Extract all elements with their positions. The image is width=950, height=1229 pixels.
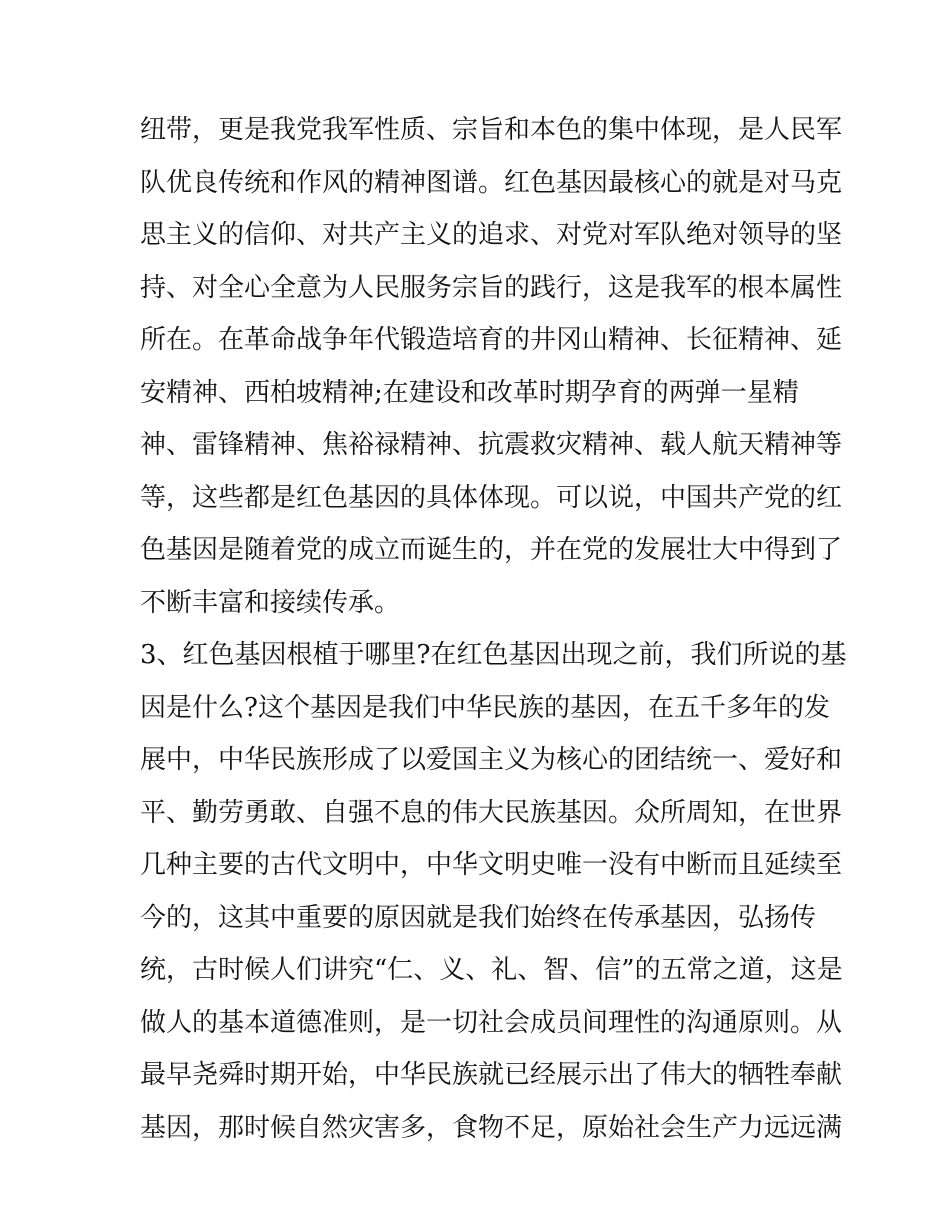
text-line: 几种主要的古代文明中，中华文明史唯一没有中断而且延续至 [140, 850, 843, 880]
text-line: 思主义的信仰、对共产主义的追求、对党对军队绝对领导的坚 [140, 220, 843, 250]
text-line: 做人的基本道德准则，是一切社会成员间理性的沟通原则。从 [140, 1007, 843, 1038]
text-line: 因是什么?这个基因是我们中华民族的基因，在五千多年的发 [140, 692, 830, 723]
text-line: 平、勤劳勇敢、自强不息的伟大民族基因。众所周知，在世界 [140, 797, 843, 828]
text-line: 展中，中华民族形成了以爱国主义为核心的团结统一、爱好和 [140, 745, 843, 775]
text-line: 神、雷锋精神、焦裕禄精神、抗震救灾精神、载人航天精神等 [140, 430, 843, 460]
text-line: 最早尧舜时期开始，中华民族就已经展示出了伟大的牺牲奉献 [140, 1060, 843, 1090]
text-line: 色基因是随着党的成立而诞生的，并在党的发展壮大中得到了 [140, 535, 843, 565]
body-text [140, 104, 847, 1154]
text-line: 基因，那时候自然灾害多，食物不足，原始社会生产力远远满 [140, 1112, 843, 1143]
text-line: 3、红色基因根植于哪里?在红色基因出现之前，我们所说的基 [140, 640, 847, 670]
text-line: 不断丰富和接续传承。 [140, 587, 401, 618]
text-line: 队优良传统和作风的精神图谱。红色基因最核心的就是对马克 [140, 167, 843, 198]
text-line: 今的，这其中重要的原因就是我们始终在传承基因，弘扬传 [140, 902, 817, 933]
text-line: 持、对全心全意为人民服务宗旨的践行，这是我军的根本属性 [140, 272, 843, 303]
text-line: 所在。在革命战争年代锻造培育的井冈山精神、长征精神、延 [140, 325, 843, 355]
text-line: 统，古时候人们讲究“仁、义、礼、智、信”的五常之道，这是 [140, 955, 843, 985]
text-line: 纽带，更是我党我军性质、宗旨和本色的集中体现，是人民军 [140, 115, 843, 145]
text-line: 等，这些都是红色基因的具体体现。可以说，中国共产党的红 [140, 482, 843, 513]
text-line: 安精神、西柏坡精神;在建设和改革时期孕育的两弹一星精 [140, 377, 799, 408]
